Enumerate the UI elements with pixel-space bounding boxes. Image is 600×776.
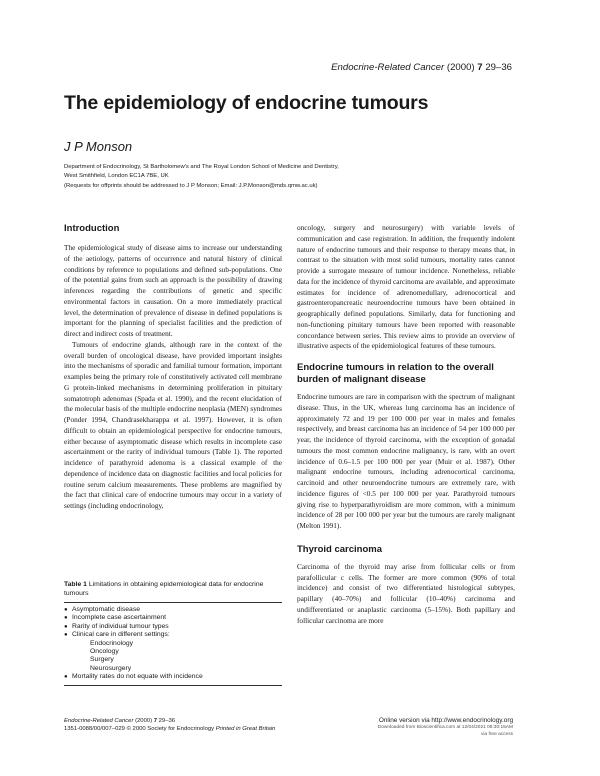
introduction-paragraph-3: oncology, surgery and neurosurgery) with variable levels of communication and case registration. In addition, the frequently indolent nature of endocrine tumours and their response to therapy means that, in contrast to the situation with most solid tumours, mortality rates cannot provide a surrogate measure of tumour incidence. Nonetheless, reliable data for the incidence of thyroid carcinoma are available, and approximate estimates for incidence of adrenomedullary, adrenocortical and gastroenteropancreatic neuroendocrine tumours have been obtained in geographically defined populations. Similarly, data for functioning and non-functioning pituitary tumours have been reported with reasonable concordance between series. This review aims to provide an overview of illustrative aspects of the epidemiological features of these tumours. bbox=[297, 223, 515, 351]
bullet-icon: ● bbox=[64, 615, 68, 622]
table-item-text: Asymptomatic disease bbox=[72, 606, 140, 613]
introduction-heading: Introduction bbox=[64, 223, 120, 234]
affiliation bbox=[64, 163, 444, 181]
running-head-journal: Endocrine-Related Cancer bbox=[331, 62, 445, 73]
burden-paragraph-1: Endocrine tumours are rare in comparison with the spectrum of malignant disease. Thus, in the UK, whereas lung carcinoma has an incidence of approximately 72 and 19 per 100 000 per year in males and females respectively, and breast carcinoma has an incidence of 54 per 100 000 per year, the incidence of thyroid carcinoma, with the exception of gonadal tumours the most common endocrine malignancy, is rare, with an overt incidence of 0.6–1.5 per 100 000 per year (Muir et al. 1987). Other malignant endocrine tumours, including adrenocortical carcinoma, carcinoid and other neuroendocrine tumours are extremely rare, with incidence figures of <0.5 per 100 000 per year. Parathyroid tumours giving rise to hyperparathyroidism are more common, with a minimum incidence of 28 per 100 000 per year but the tumours are rarely malignant (Melton 1991). bbox=[297, 392, 515, 530]
table-item-text: Clinical care in different settings: bbox=[72, 631, 170, 639]
table-1-list bbox=[64, 603, 282, 685]
table-item bbox=[64, 631, 282, 639]
table-item bbox=[64, 606, 282, 614]
running-head-volume: 7 bbox=[477, 62, 483, 73]
introduction-paragraph-2: Tumours of endocrine glands, although rare in the context of the overall burden of oncological disease, have provided important insights into the mechanisms of sporadic and familial tumour formation, important examples being the primary role of constitutively activated cell membrane G protein-linked mechanisms in determining proliferation in pituitary somatotroph adenomas (Spada et al. 1990), and the recent elucidation of the molecular basis of the multiple endocrine neoplasia (MEN) syndromes (Ponder 1994, Chandrasekharappa et al. 1997). However, it is often difficult to obtain an epidemiological perspective for endocrine tumours, either because of asymptomatic disease which results in incomplete case ascertainment or the rarity of individual tumours (Table 1). The reported incidence of parathyroid adenoma is a classical example of the dependence of incidence data on diagnostic facilities and local policies for routine serum calcium measurements. These problems are magnified by the fact that clinical care of endocrine tumours may occur in a variety of settings (including endocrinology, bbox=[64, 339, 282, 510]
footer-printed: Printed in Great Britain bbox=[215, 726, 276, 732]
table-item bbox=[64, 614, 282, 622]
table-1-caption bbox=[64, 580, 282, 598]
footer-year: (2000) bbox=[135, 718, 153, 724]
introduction-paragraph-1: The epidemiological study of disease aims to increase our understanding of the aetiology, patterns of occurrence and natural history of clinical conditions by reference to populations and defined sub-populations. One of the potential gains from such an approach is the possibility of drawing inferences regarding the contributions of genetic and specific environmental factors in causation. On a more immediately practical level, the determination of prevalence of disease in defined populations is important for the planning of specialist facilities and the prediction of direct and indirect costs of treatment. bbox=[64, 243, 282, 338]
bullet-icon: ● bbox=[64, 674, 68, 681]
right-column bbox=[297, 223, 515, 626]
table-sub-item: Neurosurgery bbox=[90, 664, 132, 672]
table-item bbox=[64, 673, 282, 681]
running-head-pages: 29–36 bbox=[485, 62, 512, 73]
footer-citation-line-1 bbox=[64, 717, 275, 725]
table-sub-item: Endocrinology bbox=[90, 639, 134, 647]
bullet-icon: ● bbox=[64, 632, 68, 639]
bullet-icon: ● bbox=[64, 623, 68, 630]
thyroid-paragraph-1: Carcinoma of the thyroid may arise from follicular cells or from parafollicular c cells. The former are more common (90% of total incidence) and consist of two differentiated histological subtypes, papillary (40–70%) and follicular (10–40%) carcinoma and undifferentiated or anaplastic carcinoma (5–15%). Both papillary and follicular carcinoma are more bbox=[297, 561, 515, 625]
table-sub-item: Oncology bbox=[90, 648, 119, 656]
thyroid-heading: Thyroid carcinoma bbox=[297, 543, 382, 555]
footer-access: via free access bbox=[481, 731, 513, 737]
running-head-year: (2000) bbox=[446, 62, 475, 73]
table-1-caption-text: Limitations in obtaining epidemiological data for endocrine tumours bbox=[64, 581, 264, 597]
table-item-text: Incomplete case ascertainment bbox=[72, 614, 167, 622]
footer-issn: 1351-0088/00/007–029 © 2000 Society for Endocrinology bbox=[64, 726, 215, 732]
footer-journal: Endocrine-Related Cancer bbox=[64, 718, 134, 724]
table-item-text: Rarity of individual tumour types bbox=[72, 622, 169, 630]
running-head bbox=[331, 62, 512, 73]
footer-citation bbox=[64, 717, 275, 733]
footer-online-link[interactable]: Online version via http://www.endocrinology.org bbox=[378, 717, 513, 724]
table-bottom-rule bbox=[64, 685, 282, 686]
footer-citation-line-2 bbox=[64, 725, 275, 733]
article-author: J P Monson bbox=[64, 139, 133, 154]
footer-downloaded: Downloaded from Bioscientifica.com at 12/04/2021 08:30:15AM bbox=[377, 725, 513, 730]
bullet-icon: ● bbox=[64, 607, 68, 613]
burden-heading: Endocrine tumours in relation to the overall burden of malignant disease bbox=[297, 362, 494, 385]
footer-online bbox=[378, 717, 513, 739]
affiliation-line-1: Department of Endocrinology, St Bartholomew's and The Royal London School of Medicine and Dentistry, bbox=[64, 164, 339, 170]
footer-volume: 7 bbox=[153, 718, 158, 724]
reprint-request: (Requests for offprints should be addressed to J P Monson; Email: J.P.Monson@mds.qmw.ac.uk) bbox=[64, 183, 318, 189]
left-column bbox=[64, 223, 282, 512]
footer-pages: 29–36 bbox=[158, 718, 176, 724]
article-title: The epidemiology of endocrine tumours bbox=[64, 92, 429, 114]
table-item-text: Mortality rates do not equate with incidence bbox=[72, 673, 203, 681]
table-sub-item: Surgery bbox=[90, 656, 114, 664]
table-1 bbox=[64, 580, 282, 686]
table-1-label: Table 1 bbox=[64, 581, 87, 588]
affiliation-line-2: West Smithfield, London EC1A 7BE, UK bbox=[64, 172, 169, 179]
table-item bbox=[64, 623, 282, 631]
